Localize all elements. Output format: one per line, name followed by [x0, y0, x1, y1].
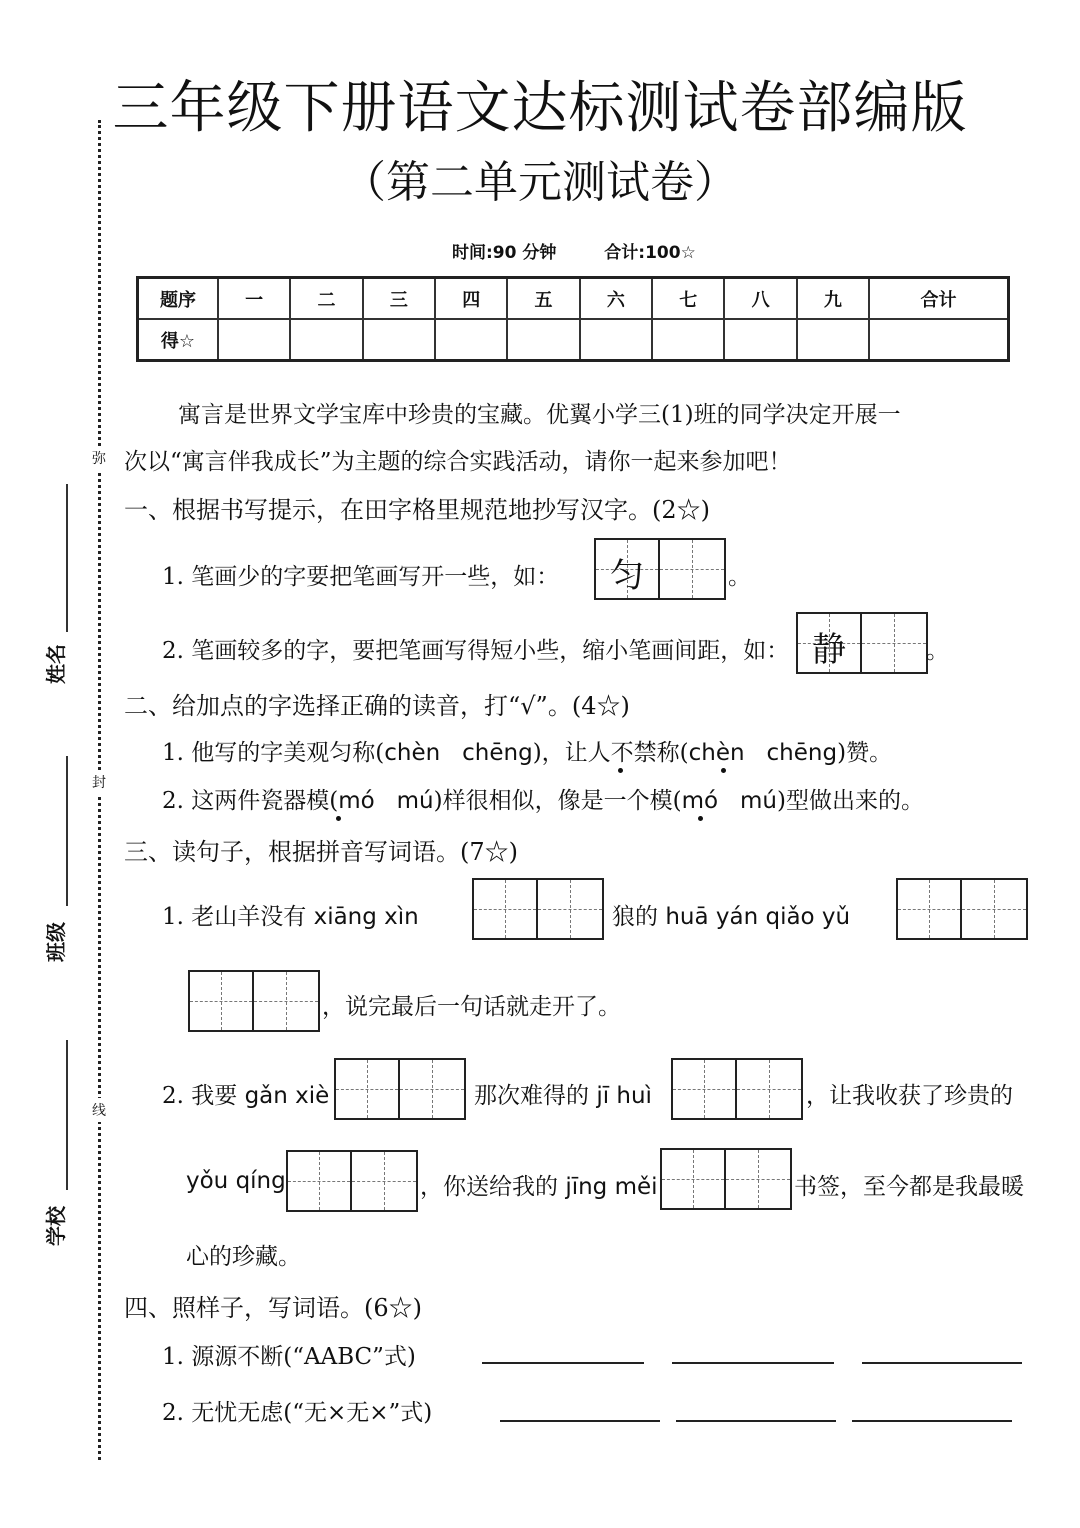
s1-q2-grid[interactable] [796, 612, 928, 674]
reading-option[interactable]: chèn [384, 740, 441, 766]
class-write-line[interactable] [66, 756, 68, 906]
s4-q1: 1. 源源不断(“AABC”式) [162, 1344, 416, 1370]
score-col-5: 五 [507, 278, 579, 320]
score-cell[interactable] [507, 319, 579, 361]
reading-option[interactable]: mú [740, 788, 777, 814]
pinyin-prompt: huā yán qiǎo yǔ [665, 904, 851, 930]
score-col-9: 九 [797, 278, 869, 320]
score-table [136, 276, 1010, 362]
score-row-label: 得☆ [138, 319, 219, 361]
answer-grid-jihui[interactable] [671, 1058, 803, 1120]
tianzige-cell[interactable] [254, 972, 318, 1030]
tianzige-cell[interactable] [190, 972, 254, 1030]
section-3-heading: 三、读句子，根据拼音写词语。(7☆) [124, 838, 518, 866]
s2-q2-a: 2. 这两件瓷器模( [162, 788, 339, 814]
pinyin-prompt: jīng měi [565, 1174, 658, 1200]
tianzige-cell[interactable] [737, 1060, 801, 1118]
score-col-7: 七 [652, 278, 724, 320]
reading-option[interactable]: chēng [766, 740, 838, 766]
score-cell[interactable] [363, 319, 435, 361]
sample-char: 静 [812, 630, 846, 670]
s3-q2-pre: 2. 我要 [162, 1083, 238, 1109]
pinyin-prompt: yǒu qíng [186, 1168, 286, 1194]
answer-grid-jingmei[interactable] [660, 1148, 792, 1210]
emphasis-dot [618, 768, 623, 773]
answer-grid-ganxie[interactable] [334, 1058, 466, 1120]
score-cell[interactable] [724, 319, 796, 361]
s1-q2-text: 2. 笔画较多的字，要把笔画写得短小些，缩小笔画间距，如： [162, 638, 790, 664]
tianzige-cell[interactable] [726, 1150, 790, 1208]
tianzige-cell[interactable] [538, 880, 602, 938]
s1-q1-text: 1. 笔画少的字要把笔画写开一些，如： [162, 564, 560, 590]
score-cell[interactable] [435, 319, 507, 361]
tianzige-cell[interactable] [400, 1060, 464, 1118]
seal-char-feng: 封 [92, 770, 106, 794]
tianzige-cell [798, 614, 862, 672]
score-col-label: 题序 [138, 278, 219, 320]
s1-q1-end: 。 [728, 564, 751, 590]
page-title: 三年级下册语文达标测试卷部编版 [112, 76, 968, 141]
score-col-6: 六 [580, 278, 652, 320]
class-label: 班级 [44, 922, 68, 962]
time-limit: 时间:90 分钟 [452, 243, 557, 263]
answer-grid-huayanqiaoyu-2[interactable] [188, 970, 320, 1032]
intro-line-1: 寓言是世界文学宝库中珍贵的宝藏。优翼小学三(1)班的同学决定开展一 [178, 402, 901, 428]
s2-q1-b: )，让人不禁称( [532, 740, 689, 766]
sample-char: 匀 [610, 556, 644, 596]
score-cell[interactable] [797, 319, 869, 361]
seal-char-mi: 弥 [92, 446, 106, 470]
score-col-2: 二 [290, 278, 362, 320]
s3-q2-line1a [162, 1077, 329, 1110]
pinyin-prompt: xiāng xìn [313, 904, 419, 930]
tianzige-cell[interactable] [962, 880, 1026, 938]
s2-q1-c: )赞。 [837, 740, 893, 766]
answer-grid-huayanqiaoyu-1[interactable] [896, 878, 1028, 940]
s2-q1 [162, 734, 892, 767]
answer-blank[interactable] [676, 1420, 836, 1422]
intro-line-2: 次以“寓言伴我成长”为主题的综合实践活动，请你一起来参加吧！ [124, 449, 792, 475]
s3-q2-line1b [474, 1077, 652, 1110]
s3-q1-line1 [162, 898, 419, 931]
answer-grid-xiangxin[interactable] [472, 878, 604, 940]
score-table-score-row [138, 319, 1009, 361]
score-table-header-row [138, 278, 1009, 320]
s3-q1-pre: 1. 老山羊没有 [162, 904, 307, 930]
s2-q1-a: 1. 他写的字美观匀称( [162, 740, 385, 766]
s3-q2-mid2: ，让我收获了珍贵的 [806, 1083, 1013, 1109]
s3-q2-line2b [420, 1168, 658, 1201]
score-cell[interactable] [869, 319, 1008, 361]
exam-meta [452, 238, 738, 263]
s3-q2-mid1: 那次难得的 [474, 1083, 589, 1109]
s2-q2-b: )样很相似，像是一个模( [433, 788, 682, 814]
reading-option[interactable]: chēng [462, 740, 533, 766]
s2-q2-c: )型做出来的。 [777, 788, 924, 814]
school-write-line[interactable] [66, 1040, 68, 1190]
score-cell[interactable] [580, 319, 652, 361]
school-label: 学校 [44, 1206, 68, 1246]
s3-q2-end1: 书签，至今都是我最暖 [794, 1174, 1024, 1200]
answer-blank[interactable] [672, 1362, 834, 1364]
pinyin-prompt: jī huì [596, 1083, 652, 1109]
tianzige-cell[interactable] [660, 540, 724, 598]
emphasis-dot [721, 768, 726, 773]
s3-q1-mid: 狼的 [612, 904, 658, 930]
s1-q2-end: 。 [926, 638, 949, 664]
tianzige-cell[interactable] [862, 614, 926, 672]
tianzige-cell[interactable] [336, 1060, 400, 1118]
tianzige-cell [596, 540, 660, 598]
pinyin-prompt: gǎn xiè [244, 1083, 330, 1109]
tianzige-cell[interactable] [288, 1152, 352, 1210]
name-label: 姓名 [44, 644, 68, 684]
answer-blank[interactable] [482, 1362, 644, 1364]
s1-q1-grid[interactable] [594, 538, 726, 600]
name-write-line[interactable] [66, 484, 68, 632]
reading-option[interactable]: mó [681, 788, 719, 814]
s3-q1-mid-line [612, 898, 850, 931]
section-2-heading: 二、给加点的字选择正确的读音，打“√”。(4☆) [124, 692, 630, 720]
score-col-8: 八 [724, 278, 796, 320]
answer-blank[interactable] [500, 1420, 660, 1422]
score-col-1: 一 [218, 278, 290, 320]
reading-option[interactable]: mó [338, 788, 375, 814]
section-4-heading: 四、照样子，写词语。(6☆) [124, 1294, 422, 1322]
emphasis-dot [698, 816, 703, 821]
reading-option[interactable]: mú [396, 788, 434, 814]
seal-char-xian: 线 [92, 1098, 106, 1122]
score-col-total: 合计 [869, 278, 1008, 320]
s3-q2-py3-line [186, 1168, 286, 1194]
score-col-3: 三 [363, 278, 435, 320]
answer-blank[interactable] [862, 1362, 1022, 1364]
total-score: 合计:100☆ [604, 243, 696, 263]
score-cell[interactable] [290, 319, 362, 361]
page-subtitle: （第二单元测试卷） [342, 157, 738, 208]
s3-q2-mid3: ，你送给我的 [420, 1174, 558, 1200]
emphasis-dot [336, 816, 341, 821]
s3-q1-end: ，说完最后一句话就走开了。 [322, 994, 621, 1020]
score-cell[interactable] [652, 319, 724, 361]
score-cell[interactable] [218, 319, 290, 361]
tianzige-cell[interactable] [352, 1152, 416, 1210]
s4-q2: 2. 无忧无虑(“无×无×”式) [162, 1400, 433, 1426]
answer-blank[interactable] [852, 1420, 1012, 1422]
tianzige-cell[interactable] [898, 880, 962, 938]
reading-option[interactable]: chèn [688, 740, 745, 766]
tianzige-cell[interactable] [673, 1060, 737, 1118]
section-1-heading: 一、根据书写提示，在田字格里规范地抄写汉字。(2☆) [124, 496, 710, 524]
s2-q2 [162, 782, 924, 815]
answer-grid-youqing[interactable] [286, 1150, 418, 1212]
tianzige-cell[interactable] [474, 880, 538, 938]
tianzige-cell[interactable] [662, 1150, 726, 1208]
s3-q2-end2: 心的珍藏。 [186, 1244, 301, 1270]
score-col-4: 四 [435, 278, 507, 320]
